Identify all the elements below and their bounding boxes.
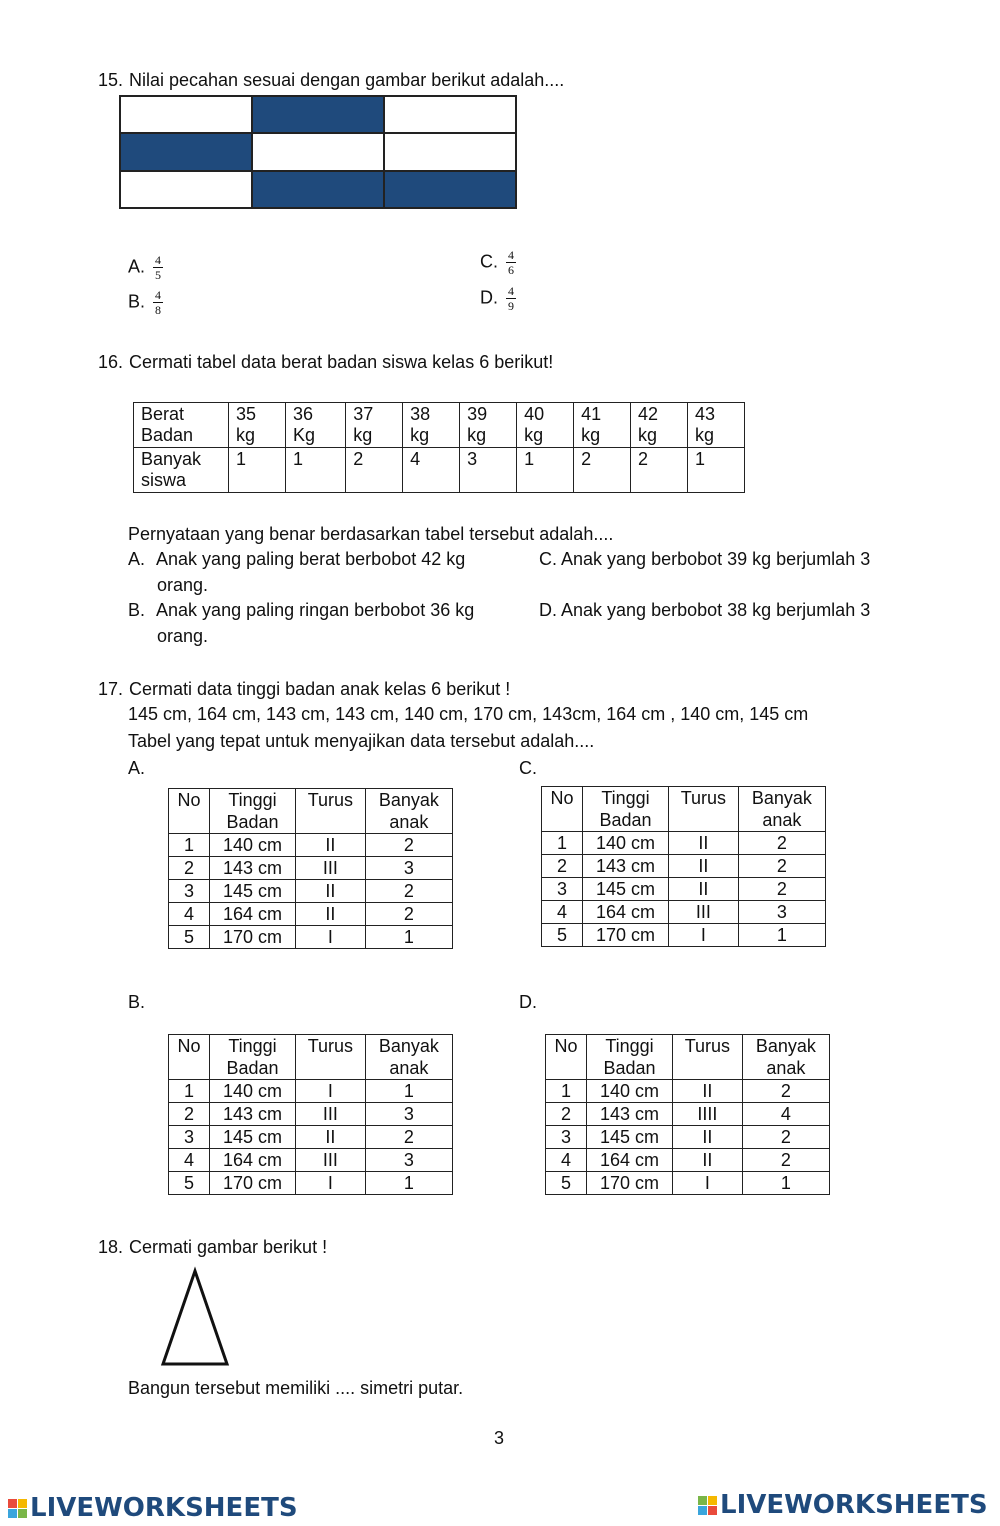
cell-banyak: 2 bbox=[365, 880, 452, 903]
table-row bbox=[546, 1126, 830, 1149]
fraction-grid bbox=[119, 95, 517, 209]
table-row bbox=[546, 1080, 830, 1103]
cell-turus: II bbox=[669, 878, 739, 901]
cell-banyak: 3 bbox=[365, 1103, 452, 1126]
cell-no: 2 bbox=[169, 857, 210, 880]
grid-cell bbox=[252, 133, 384, 170]
header-no: No bbox=[169, 789, 210, 834]
cell-banyak: 1 bbox=[742, 1172, 829, 1195]
cell-turus: IIII bbox=[673, 1103, 743, 1126]
cell-tinggi: 143 cm bbox=[587, 1103, 673, 1126]
q17-data: 145 cm, 164 cm, 143 cm, 143 cm, 140 cm, 170 cm, 143cm, 164 cm , 140 cm, 145 cm bbox=[128, 704, 809, 724]
cell-no: 4 bbox=[169, 1149, 210, 1172]
cell-turus: III bbox=[296, 1103, 366, 1126]
header-turus: Turus bbox=[296, 1035, 366, 1080]
cell-banyak: 1 bbox=[738, 924, 825, 947]
cell-no: 5 bbox=[546, 1172, 587, 1195]
count-cell: 1 bbox=[229, 448, 286, 493]
cell-turus: II bbox=[673, 1080, 743, 1103]
q17-label-d[interactable]: D. bbox=[519, 992, 537, 1012]
cell-tinggi: 145 cm bbox=[210, 1126, 296, 1149]
cell-no: 1 bbox=[546, 1080, 587, 1103]
cell-no: 2 bbox=[542, 855, 583, 878]
q18-number: 18. bbox=[98, 1237, 124, 1257]
weight-cell: 39 kg bbox=[460, 403, 517, 448]
cell-no: 3 bbox=[169, 1126, 210, 1149]
q17-number: 17. bbox=[98, 679, 124, 699]
q17-question: Tabel yang tepat untuk menyajikan data tersebut adalah.... bbox=[128, 731, 595, 751]
weight-cell: 42 kg bbox=[631, 403, 688, 448]
header-banyak: Banyak anak bbox=[738, 787, 825, 832]
weight-row bbox=[134, 403, 745, 448]
q15-option-c[interactable]: C. $\frac{4}{6}$ bbox=[480, 248, 514, 277]
header-banyak: Banyak anak bbox=[365, 1035, 452, 1080]
height-table-d bbox=[545, 1034, 830, 1195]
table-row bbox=[169, 926, 453, 949]
cell-turus: I bbox=[296, 926, 366, 949]
cell-turus: III bbox=[296, 857, 366, 880]
cell-turus: II bbox=[296, 1126, 366, 1149]
cell-no: 5 bbox=[169, 1172, 210, 1195]
grid-cell-shaded bbox=[252, 171, 384, 208]
grid-cell-shaded bbox=[120, 133, 252, 170]
cell-turus: II bbox=[669, 832, 739, 855]
fraction: $\frac{4}{5}$ bbox=[155, 253, 162, 282]
table-row bbox=[546, 1172, 830, 1195]
liveworksheets-logo-right: LIVEWORKSHEETS bbox=[698, 1490, 988, 1520]
table-row bbox=[546, 1103, 830, 1126]
table-row bbox=[169, 834, 453, 857]
count-cell: 3 bbox=[460, 448, 517, 493]
weight-cell: 36 Kg bbox=[285, 403, 345, 448]
cell-no: 1 bbox=[169, 1080, 210, 1103]
cell-banyak: 2 bbox=[365, 834, 452, 857]
cell-tinggi: 140 cm bbox=[587, 1080, 673, 1103]
q17-label-b[interactable]: B. bbox=[128, 992, 146, 1012]
q15-text: Nilai pecahan sesuai dengan gambar berikut adalah.... bbox=[129, 70, 565, 90]
grid-cell bbox=[384, 133, 516, 170]
q18-text: Cermati gambar berikut ! bbox=[129, 1237, 328, 1257]
q16-option-d[interactable]: D. Anak yang berbobot 38 kg berjumlah 3 bbox=[539, 600, 871, 620]
grid-cell bbox=[384, 96, 516, 133]
grid-cell-shaded bbox=[252, 96, 384, 133]
count-cell: 4 bbox=[403, 448, 460, 493]
cell-banyak: 2 bbox=[738, 832, 825, 855]
grid-cell bbox=[120, 96, 252, 133]
header-tinggi: Tinggi Badan bbox=[583, 787, 669, 832]
cell-banyak: 2 bbox=[365, 903, 452, 926]
cell-no: 5 bbox=[542, 924, 583, 947]
row-header: Banyak siswa bbox=[134, 448, 229, 493]
cell-tinggi: 143 cm bbox=[210, 857, 296, 880]
table-row bbox=[546, 1149, 830, 1172]
q16-option-c[interactable]: C. Anak yang berbobot 39 kg berjumlah 3 bbox=[539, 549, 871, 569]
table-row bbox=[169, 880, 453, 903]
liveworksheets-logo-left: LIVEWORKSHEETS bbox=[8, 1493, 298, 1523]
cell-tinggi: 170 cm bbox=[583, 924, 669, 947]
table-row bbox=[542, 855, 826, 878]
cell-banyak: 4 bbox=[742, 1103, 829, 1126]
table-row bbox=[169, 1126, 453, 1149]
cell-no: 2 bbox=[169, 1103, 210, 1126]
weight-table bbox=[133, 402, 745, 493]
height-table-c bbox=[541, 786, 826, 947]
fraction: $\frac{4}{6}$ bbox=[508, 248, 514, 277]
q16-text: Cermati tabel data berat badan siswa kelas 6 berikut! bbox=[129, 352, 554, 372]
count-cell: 1 bbox=[517, 448, 574, 493]
fraction: $\frac{4}{8}$ bbox=[155, 288, 162, 317]
cell-no: 4 bbox=[546, 1149, 587, 1172]
header-tinggi: Tinggi Badan bbox=[210, 789, 296, 834]
q17-label-a[interactable]: A. bbox=[128, 758, 146, 778]
cell-no: 1 bbox=[169, 834, 210, 857]
table-row bbox=[169, 1080, 453, 1103]
header-no: No bbox=[542, 787, 583, 832]
table-row bbox=[542, 901, 826, 924]
cell-turus: I bbox=[673, 1172, 743, 1195]
cell-no: 4 bbox=[542, 901, 583, 924]
cell-tinggi: 164 cm bbox=[583, 901, 669, 924]
table-row bbox=[169, 857, 453, 880]
count-cell: 1 bbox=[688, 448, 745, 493]
header-row bbox=[542, 787, 826, 832]
cell-turus: I bbox=[669, 924, 739, 947]
cell-tinggi: 164 cm bbox=[210, 1149, 296, 1172]
table-row bbox=[542, 878, 826, 901]
q17-text: Cermati data tinggi badan anak kelas 6 berikut ! bbox=[129, 679, 511, 699]
cell-turus: II bbox=[296, 903, 366, 926]
cell-tinggi: 143 cm bbox=[210, 1103, 296, 1126]
q16-statement: Pernyataan yang benar berdasarkan tabel tersebut adalah.... bbox=[128, 524, 614, 544]
header-no: No bbox=[546, 1035, 587, 1080]
cell-no: 5 bbox=[169, 926, 210, 949]
cell-turus: III bbox=[669, 901, 739, 924]
cell-turus: II bbox=[296, 834, 366, 857]
header-tinggi: Tinggi Badan bbox=[210, 1035, 296, 1080]
header-row bbox=[169, 1035, 453, 1080]
count-cell: 2 bbox=[631, 448, 688, 493]
table-row bbox=[542, 832, 826, 855]
cell-tinggi: 140 cm bbox=[583, 832, 669, 855]
cell-tinggi: 170 cm bbox=[587, 1172, 673, 1195]
cell-turus: I bbox=[296, 1172, 366, 1195]
cell-no: 3 bbox=[169, 880, 210, 903]
header-tinggi: Tinggi Badan bbox=[587, 1035, 673, 1080]
cell-turus: III bbox=[296, 1149, 366, 1172]
cell-no: 3 bbox=[542, 878, 583, 901]
cell-tinggi: 145 cm bbox=[210, 880, 296, 903]
cell-tinggi: 164 cm bbox=[210, 903, 296, 926]
weight-cell: 41 kg bbox=[574, 403, 631, 448]
q15-number: 15. bbox=[98, 70, 124, 90]
header-turus: Turus bbox=[673, 1035, 743, 1080]
q15-option-b[interactable]: B. $\frac{4}{8}$ bbox=[128, 288, 162, 317]
cell-no: 3 bbox=[546, 1126, 587, 1149]
header-row bbox=[169, 789, 453, 834]
cell-tinggi: 145 cm bbox=[587, 1126, 673, 1149]
logo-icon bbox=[698, 1496, 717, 1515]
weight-cell: 37 kg bbox=[346, 403, 403, 448]
q16-number: 16. bbox=[98, 352, 124, 372]
table-row bbox=[169, 903, 453, 926]
cell-banyak: 3 bbox=[365, 857, 452, 880]
cell-banyak: 1 bbox=[365, 1172, 452, 1195]
cell-no: 1 bbox=[542, 832, 583, 855]
height-table-b bbox=[168, 1034, 453, 1195]
cell-turus: II bbox=[673, 1149, 743, 1172]
header-row bbox=[546, 1035, 830, 1080]
cell-banyak: 2 bbox=[738, 878, 825, 901]
header-banyak: Banyak anak bbox=[742, 1035, 829, 1080]
weight-cell: 40 kg bbox=[517, 403, 574, 448]
cell-tinggi: 164 cm bbox=[587, 1149, 673, 1172]
cell-tinggi: 143 cm bbox=[583, 855, 669, 878]
cell-banyak: 1 bbox=[365, 1080, 452, 1103]
triangle-figure bbox=[155, 1266, 235, 1370]
table-row bbox=[169, 1172, 453, 1195]
cell-banyak: 2 bbox=[742, 1126, 829, 1149]
logo-icon bbox=[8, 1499, 27, 1518]
grid-cell bbox=[120, 171, 252, 208]
cell-banyak: 3 bbox=[738, 901, 825, 924]
table-row bbox=[542, 924, 826, 947]
cell-tinggi: 140 cm bbox=[210, 1080, 296, 1103]
weight-cell: 43 kg bbox=[688, 403, 745, 448]
q18-statement: Bangun tersebut memiliki .... simetri putar. bbox=[128, 1378, 464, 1398]
weight-cell: 35 kg bbox=[229, 403, 286, 448]
count-cell: 2 bbox=[346, 448, 403, 493]
cell-banyak: 1 bbox=[365, 926, 452, 949]
cell-banyak: 2 bbox=[738, 855, 825, 878]
cell-tinggi: 170 cm bbox=[210, 1172, 296, 1195]
cell-turus: II bbox=[669, 855, 739, 878]
cell-banyak: 3 bbox=[365, 1149, 452, 1172]
count-cell: 1 bbox=[285, 448, 345, 493]
weight-cell: 38 kg bbox=[403, 403, 460, 448]
count-row bbox=[134, 448, 745, 493]
cell-no: 2 bbox=[546, 1103, 587, 1126]
grid-cell-shaded bbox=[384, 171, 516, 208]
q15-option-a[interactable]: A. $\frac{4}{5}$ bbox=[128, 253, 162, 282]
header-turus: Turus bbox=[296, 789, 366, 834]
cell-tinggi: 140 cm bbox=[210, 834, 296, 857]
cell-no: 4 bbox=[169, 903, 210, 926]
cell-tinggi: 170 cm bbox=[210, 926, 296, 949]
header-no: No bbox=[169, 1035, 210, 1080]
cell-tinggi: 145 cm bbox=[583, 878, 669, 901]
cell-turus: II bbox=[296, 880, 366, 903]
row-header: Berat Badan bbox=[134, 403, 229, 448]
cell-turus: I bbox=[296, 1080, 366, 1103]
header-banyak: Banyak anak bbox=[365, 789, 452, 834]
height-table-a bbox=[168, 788, 453, 949]
q16-option-a[interactable]: A. Anak yang paling berat berbobot 42 kg orang. bbox=[128, 549, 466, 595]
q16-option-b[interactable]: B. Anak yang paling ringan berbobot 36 kg orang. bbox=[128, 600, 475, 646]
table-row bbox=[169, 1103, 453, 1126]
fraction: $\frac{4}{9}$ bbox=[508, 284, 514, 313]
header-turus: Turus bbox=[669, 787, 739, 832]
count-cell: 2 bbox=[574, 448, 631, 493]
cell-banyak: 2 bbox=[365, 1126, 452, 1149]
q17-label-c[interactable]: C. bbox=[519, 758, 537, 778]
cell-turus: II bbox=[673, 1126, 743, 1149]
q15-option-d[interactable]: D. $\frac{4}{9}$ bbox=[480, 284, 514, 313]
cell-banyak: 2 bbox=[742, 1080, 829, 1103]
cell-banyak: 2 bbox=[742, 1149, 829, 1172]
page-number: 3 bbox=[494, 1428, 505, 1448]
table-row bbox=[169, 1149, 453, 1172]
